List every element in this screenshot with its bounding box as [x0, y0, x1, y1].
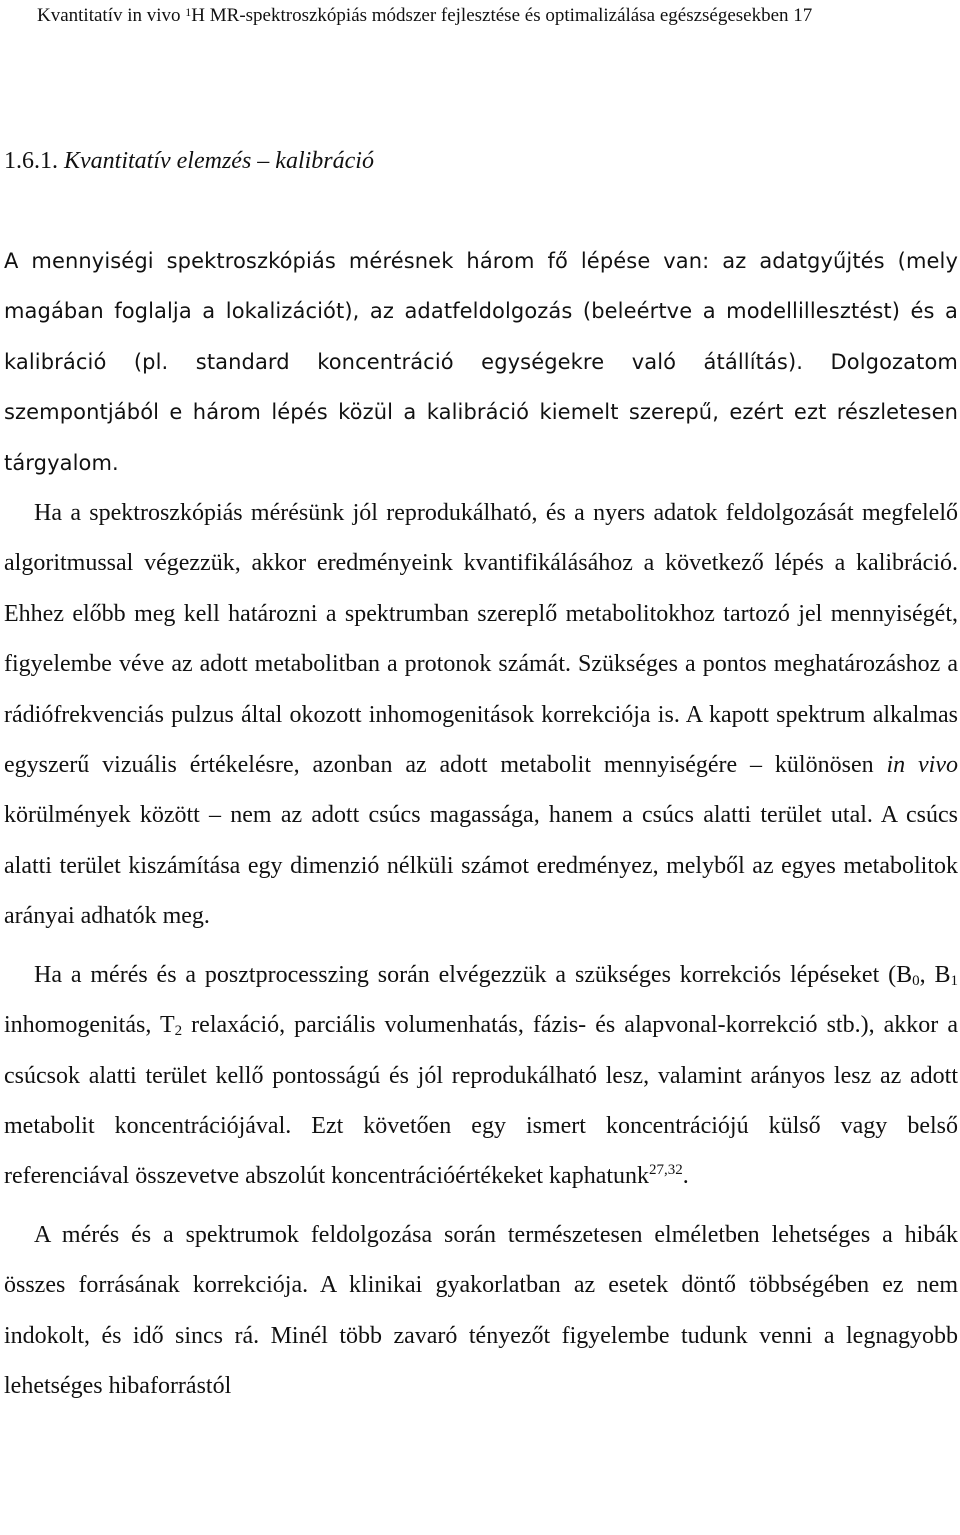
citation-superscript: 27,32 [649, 1162, 683, 1179]
t2-subscript: 2 [174, 1023, 183, 1040]
paragraph-3 [4, 950, 958, 1202]
section-number: 1.6.1. [4, 148, 58, 174]
paragraph-3-text-2: , B [919, 961, 951, 988]
b1-subscript: 1 [950, 972, 959, 989]
body-text [4, 236, 958, 1411]
paragraph-2 [4, 488, 958, 942]
b0-subscript: 0 [912, 972, 920, 989]
paragraph-1 [4, 236, 958, 488]
paragraph-3-text-4: relaxáció, parciális volumenhatás, fázis- és alapvonal-korrekció stb.), akkor a csúcsok alatti terület kellő pontosságú és jól reprodukálható lesz, valamint arányos lesz az adott metabolit koncentrációjával. Ezt követően egy ismert koncentrációjú külső vagy belső referenciával összevetve abszolút koncentrációértékeket kaphatunk [4, 1012, 959, 1190]
paragraph-3-text-5: . [682, 1163, 689, 1190]
header-title-end: H MR-spektroszkópiás módszer fejlesztése és optimalizálása egészségesekben [191, 5, 789, 26]
paragraph-2-text-end: körülmények között – nem az adott csúcs magassága, hanem a csúcs alatti terület utal. A csúcs alatti terület kiszámítása egy dimenzió nélküli számot eredményez, melyből az egyes metabolitok arányai adhatók meg. [4, 802, 958, 930]
running-header [37, 5, 937, 27]
section-title: Kvantitatív elemzés – kalibráció [64, 148, 374, 174]
paragraph-1-continuation: Dolgozatom szempontjából e három lépés közül a kalibráció kiemelt szerepű, ezért ezt részletesen tárgyalom. [4, 349, 958, 475]
section-heading [4, 146, 374, 176]
paragraph-1-intro: A mennyiségi spektroszkópiás mérésnek három fő lépése van: az adatgyűjtés (mely magában foglalja a lokalizációt), az adatfeldolgozás (beleértve a modellillesztést) és a kalibráció (pl. standard koncentráció egységekre való átállítás). [4, 249, 958, 374]
paragraph-3-text-1: Ha a mérés és a posztprocesszing során elvégezzük a szükséges korrekciós lépéseket (B [34, 961, 913, 988]
page-number: 17 [793, 5, 813, 26]
paragraph-4 [4, 1210, 958, 1412]
header-isotope-superscript: 1 [185, 5, 192, 19]
header-title-start: Kvantitatív in vivo [37, 5, 186, 26]
paragraph-2-italic-term: in vivo [886, 752, 959, 779]
paragraph-3-text-3: inhomogenitás, T [4, 1012, 175, 1039]
paragraph-2-text-start: Ha a spektroszkópiás mérésünk jól reprodukálható, és a nyers adatok feldolgozását megfelelő algoritmussal végezzük, akkor eredményeink kvantifikálásához a következő lépés a kalibráció. Ehhez előbb meg kell határozni a spektrumban szereplő metabolitokhoz tartozó jel mennyiségét, figyelembe véve az adott metabolitban a protonok számát. Szükséges a pontos meghatározáshoz a rádiófrekvenciás pulzus által okozott inhomogenitások korrekciója is. A kapott spektrum alkalmas egyszerű vizuális értékelésre, azonban az adott metabolit mennyiségére – különösen [4, 500, 958, 779]
paragraph-4-text: A mérés és a spektrumok feldolgozása során természetesen elméletben lehetséges a hibák összes forrásának korrekciója. A klinikai gyakorlatban az esetek döntő többségében ez nem indokolt, és idő sincs rá. Minél több zavaró tényezőt figyelembe tudunk venni a legnagyobb lehetséges hibaforrástól [4, 1221, 958, 1399]
